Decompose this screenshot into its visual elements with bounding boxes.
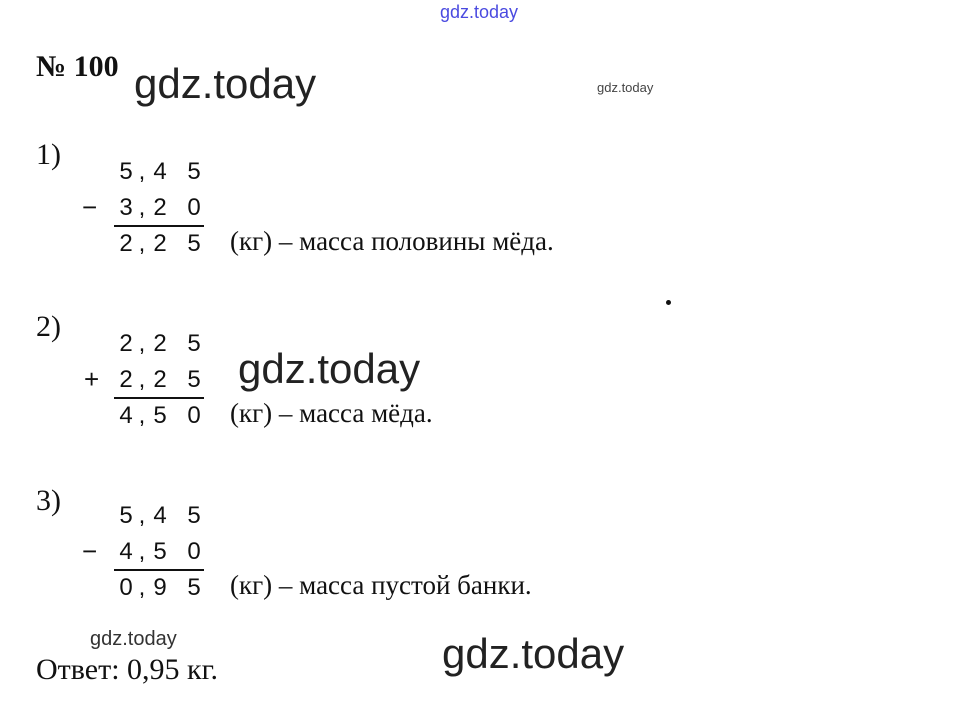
step-1-number: 1) [36,138,61,171]
step-3-operator: − [82,536,98,566]
step-2-calculation: + 2 , 2 5 2 , 2 5 4 , 5 0 [80,330,220,440]
answer-text: Ответ: 0,95 кг. [36,653,219,686]
step-2-description: (кг) – масса мёда. [230,398,433,428]
step-2-operator: + [84,364,100,394]
step-2-line [114,397,204,399]
watermark-bottom-right: gdz.today [442,630,625,677]
step-1-line [114,225,204,227]
step-3-description: (кг) – масса пустой банки. [230,570,532,600]
step-1-description: (кг) – масса половины мёда. [230,226,554,256]
watermark-top: gdz.today [440,2,519,22]
step-3-calculation: − 5 , 4 5 4 , 5 0 0 , 9 5 [80,502,220,612]
watermark-bottom-left: gdz.today [90,628,177,650]
step-1-operator: − [82,192,98,222]
step-3-number: 3) [36,484,61,517]
watermark-small: gdz.today [597,80,654,95]
step-2-number: 2) [36,310,61,343]
dot-mark [666,300,671,305]
step-3-line [114,569,204,571]
problem-title: № 100 [36,50,119,83]
step-1-calculation: − 5 , 4 5 3 , 2 0 2 , 2 5 [80,158,220,268]
watermark-large: gdz.today [134,60,317,107]
watermark-middle: gdz.today [238,345,421,392]
